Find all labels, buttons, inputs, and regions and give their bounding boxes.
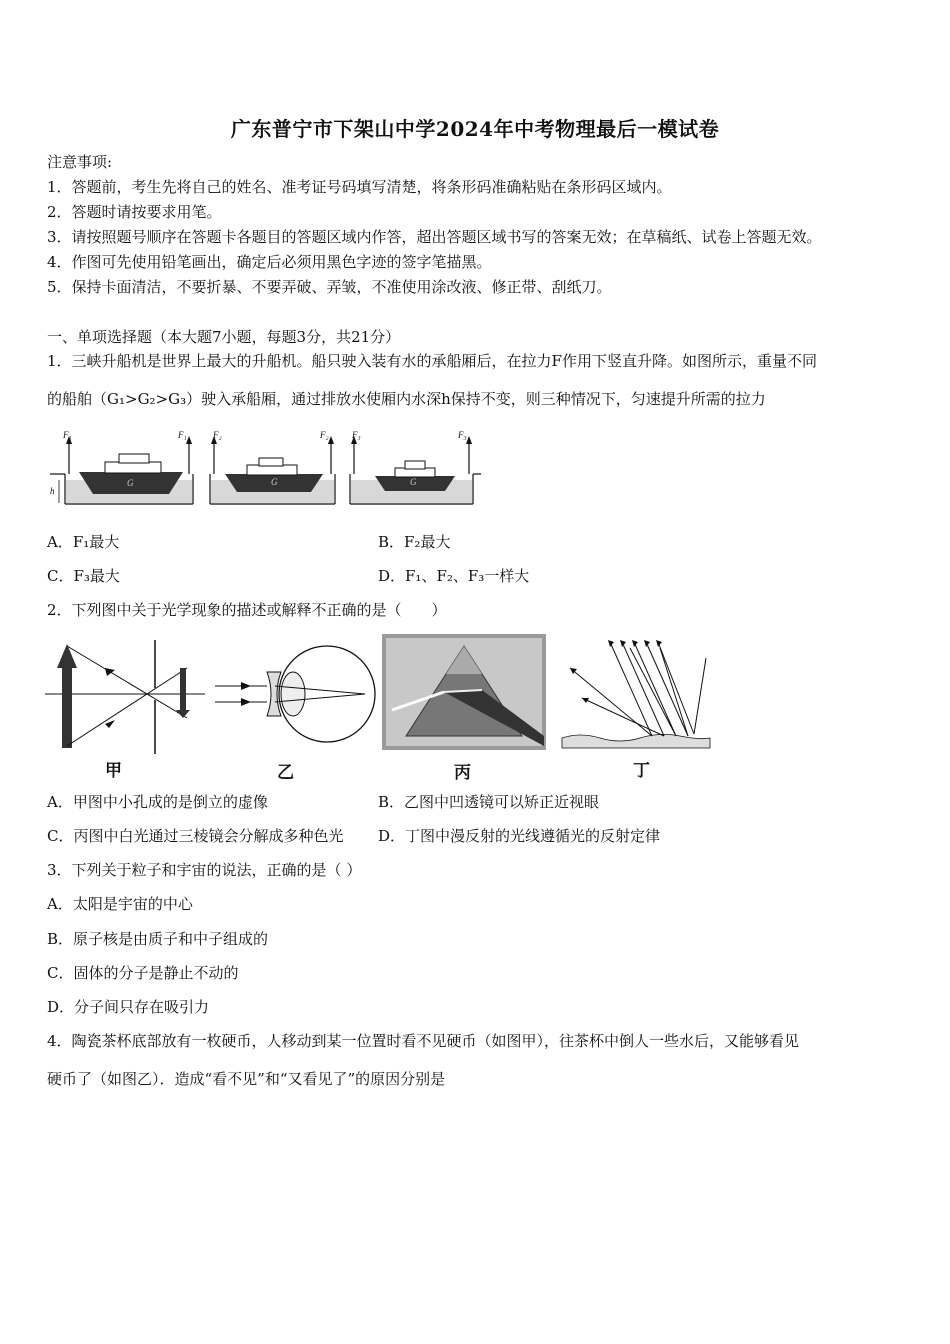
- figure-caption: 甲: [105, 761, 122, 781]
- note-item: 4．作图可先使用铅笔画出，确定后必须用黑色字迹的签字笔描黑。: [47, 253, 492, 271]
- force-label: F₃: [352, 430, 361, 440]
- eye-lens-figure: [215, 638, 365, 756]
- note-item: 3．请按照题号顺序在答题卡各题目的答题区域内作答，超出答题区域书写的答案无效；在草稿纸、试卷上答题无效。: [47, 228, 822, 246]
- q4-stem-line1: 4．陶瓷茶杯底部放有一枚硬币，人移动到某一位置时看不见硬币（如图甲），往茶杯中倒人一些水后，又能够看见: [47, 1032, 800, 1050]
- q3-option-b[interactable]: B．原子核是由质子和中子组成的: [47, 930, 269, 948]
- q1-option-b[interactable]: B．F₂最大: [378, 533, 451, 551]
- q1-stem-line1: 1．三峡升船机是世界上最大的升船机。船只驶入装有水的承船厢后，在拉力F作用下竖直升降。如图所示，重量不同: [47, 352, 817, 370]
- force-label: F₃: [458, 430, 467, 440]
- prism-figure: [382, 634, 546, 750]
- figure-caption: 乙: [277, 763, 294, 783]
- section-heading: 一、单项选择题（本大题7小题，每题3分，共21分）: [47, 328, 401, 346]
- q3-option-a[interactable]: A．太阳是宇宙的中心: [47, 895, 193, 913]
- note-item: 2．答题时请按要求用笔。: [47, 203, 222, 221]
- note-item: 1．答题前，考生先将自己的姓名、准考证号码填写清楚，将条形码准确粘贴在条形码区域内。: [47, 178, 672, 196]
- notes-heading: 注意事项:: [47, 153, 113, 171]
- figure-caption: 丙: [454, 763, 471, 783]
- q1-option-c[interactable]: C．F₃最大: [47, 567, 120, 585]
- q3-stem: 3．下列关于粒子和宇宙的说法，正确的是（ ）: [47, 861, 362, 879]
- force-label: F₂: [320, 430, 329, 440]
- weight-label: G: [127, 478, 134, 488]
- force-label: F₁: [63, 430, 72, 440]
- weight-label: G: [410, 477, 417, 487]
- page-title: 广东普宁市下架山中学2024年中考物理最后一模试卷: [230, 117, 720, 141]
- q2-option-b[interactable]: B．乙图中凹透镜可以矫正近视眼: [378, 793, 600, 811]
- force-label: F₁: [178, 430, 187, 440]
- weight-label: G: [271, 477, 278, 487]
- ship-lift-figure: [45, 428, 485, 508]
- q2-stem: 2．下列图中关于光学现象的描述或解释不正确的是（ ）: [47, 601, 447, 619]
- pinhole-figure: [45, 638, 205, 756]
- depth-label: h: [50, 486, 55, 496]
- figure-caption: 丁: [633, 761, 650, 781]
- q2-option-d[interactable]: D．丁图中漫反射的光线遵循光的反射定律: [378, 827, 661, 845]
- q2-option-a[interactable]: A．甲图中小孔成的是倒立的虚像: [47, 793, 268, 811]
- q1-option-d[interactable]: D．F₁、F₂、F₃一样大: [378, 567, 530, 585]
- q1-stem-line2: 的船舶（G₁>G₂>G₃）驶入承船厢，通过排放水使厢内水深h保持不变，则三种情况下，匀速提升所需的拉力: [47, 390, 766, 408]
- q1-option-a[interactable]: A．F₁最大: [47, 533, 120, 551]
- force-label: F₂: [213, 430, 222, 440]
- q3-option-c[interactable]: C．固体的分子是静止不动的: [47, 964, 239, 982]
- q3-option-d[interactable]: D．分子间只存在吸引力: [47, 998, 210, 1016]
- diffuse-reflection-figure: [560, 638, 710, 750]
- q2-option-c[interactable]: C．丙图中白光通过三棱镜会分解成多种色光: [47, 827, 344, 845]
- note-item: 5．保持卡面清洁，不要折暴、不要弄破、弄皱，不准使用涂改液、修正带、刮纸刀。: [47, 278, 612, 296]
- q4-stem-line2: 硬币了（如图乙）．造成“看不见”和“又看见了”的原因分别是: [47, 1070, 446, 1088]
